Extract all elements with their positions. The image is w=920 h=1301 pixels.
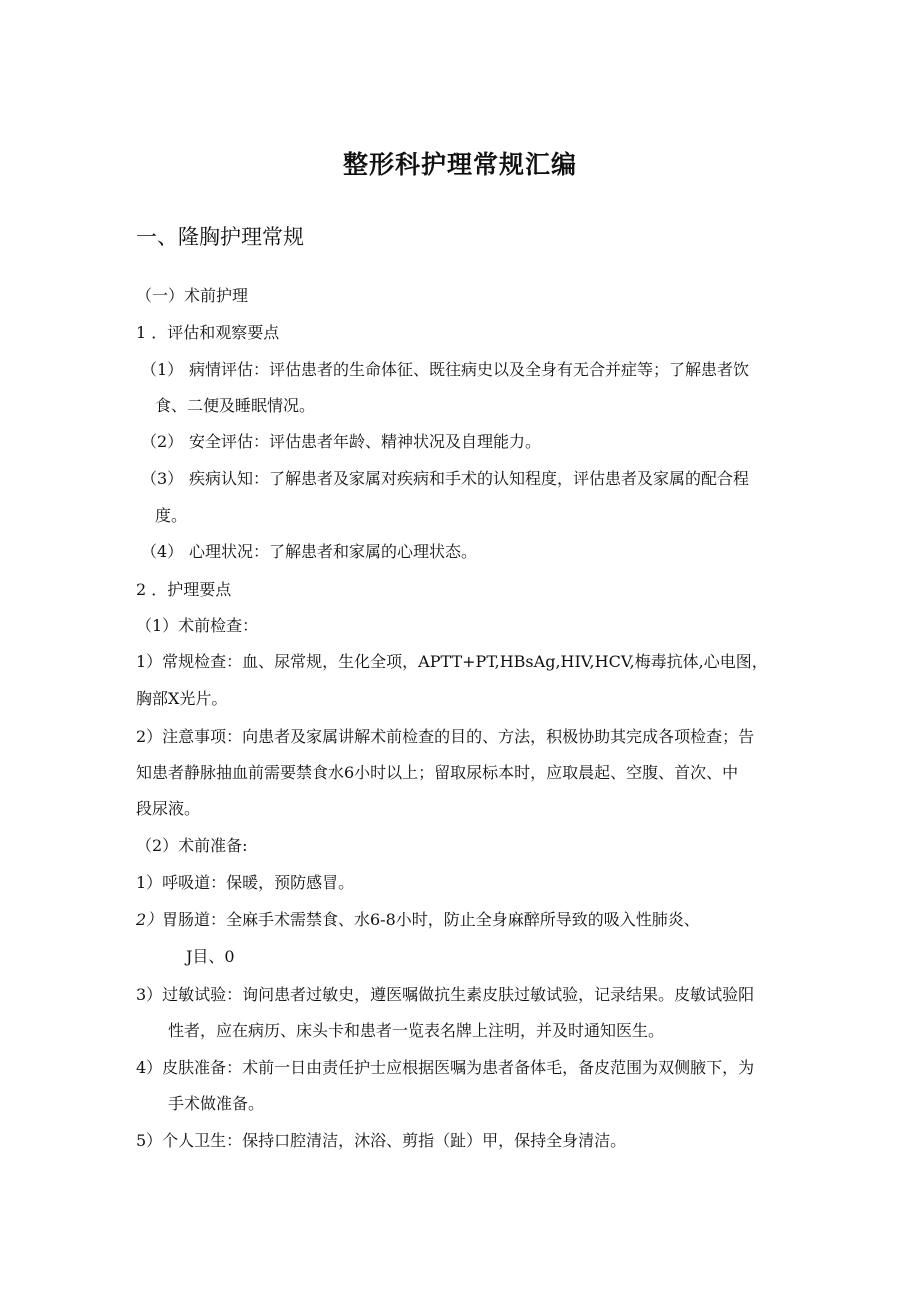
- paragraph-number: 2）: [136, 910, 163, 929]
- subsection-heading: （2）术前准备:: [136, 836, 248, 855]
- paragraph-text: 度。: [155, 506, 188, 525]
- paragraph-text: 胸部X光片。: [136, 689, 228, 708]
- paragraph-text: 性者，应在病历、床头卡和患者一览表名牌上注明，并及时通知医生。: [168, 1021, 665, 1040]
- document-title: 整形科护理常规汇编: [342, 150, 577, 179]
- paragraph-text: 1）呼吸道：保暖，预防感冒。: [136, 873, 355, 892]
- paragraph-text: 1）常规检查：血、尿常规，生化全项，APTT+PT,HBsAg,HIV,HCV,梅毒抗体,心电图，: [136, 652, 768, 671]
- paragraph-number: （2）: [141, 432, 184, 451]
- paragraph-text: 3）过敏试验：询问患者过敏史，遵医嘱做抗生素皮肤过敏试验，记录结果。皮敏试验阳: [136, 985, 755, 1004]
- paragraph-text: J目、0: [186, 947, 235, 966]
- paragraph-text: 手术做准备。: [168, 1094, 265, 1113]
- paragraph-text: 食、二便及睡眠情况。: [155, 396, 316, 415]
- paragraph-number: （4）: [141, 542, 184, 561]
- paragraph-text: 4）皮肤准备：术前一日由责任护士应根据医嘱为患者备体毛，备皮范围为双侧腋下，为: [136, 1058, 755, 1077]
- paragraph-text: 心理状况：了解患者和家属的心理状态。: [189, 542, 478, 561]
- section-heading: 一、隆胸护理常规: [136, 225, 304, 249]
- paragraph-number: （3）: [141, 469, 184, 488]
- item-heading: 2 ．护理要点: [136, 580, 232, 599]
- subsection-heading: （一）术前护理: [136, 286, 249, 305]
- paragraph-text: 安全评估：评估患者年龄、精神状况及自理能力。: [189, 432, 542, 451]
- paragraph-text: 胃肠道：全麻手术需禁食、水6-8小时，防止全身麻醉所导致的吸入性肺炎、: [162, 910, 700, 929]
- paragraph-text: 知患者静脉抽血前需要禁食水6小时以上；留取尿标本时，应取晨起、空腹、首次、中: [136, 763, 739, 782]
- subsection-heading: （1）术前检查：: [136, 616, 259, 635]
- paragraph-text: 2）注意事项：向患者及家属讲解术前检查的目的、方法，积极协助其完成各项检查；告: [136, 727, 755, 746]
- item-heading: 1 ．评估和观察要点: [136, 323, 280, 342]
- paragraph-text: 段尿液。: [136, 799, 201, 818]
- paragraph-text: 病情评估：评估患者的生命体征、既往病史以及全身有无合并症等；了解患者饮: [189, 360, 750, 379]
- paragraph-number: （1）: [141, 360, 184, 379]
- paragraph-text: 5）个人卫生：保持口腔清洁，沐浴、剪指（趾）甲，保持全身清洁。: [136, 1131, 627, 1150]
- paragraph-text: 疾病认知：了解患者及家属对疾病和手术的认知程度，评估患者及家属的配合程: [189, 469, 750, 488]
